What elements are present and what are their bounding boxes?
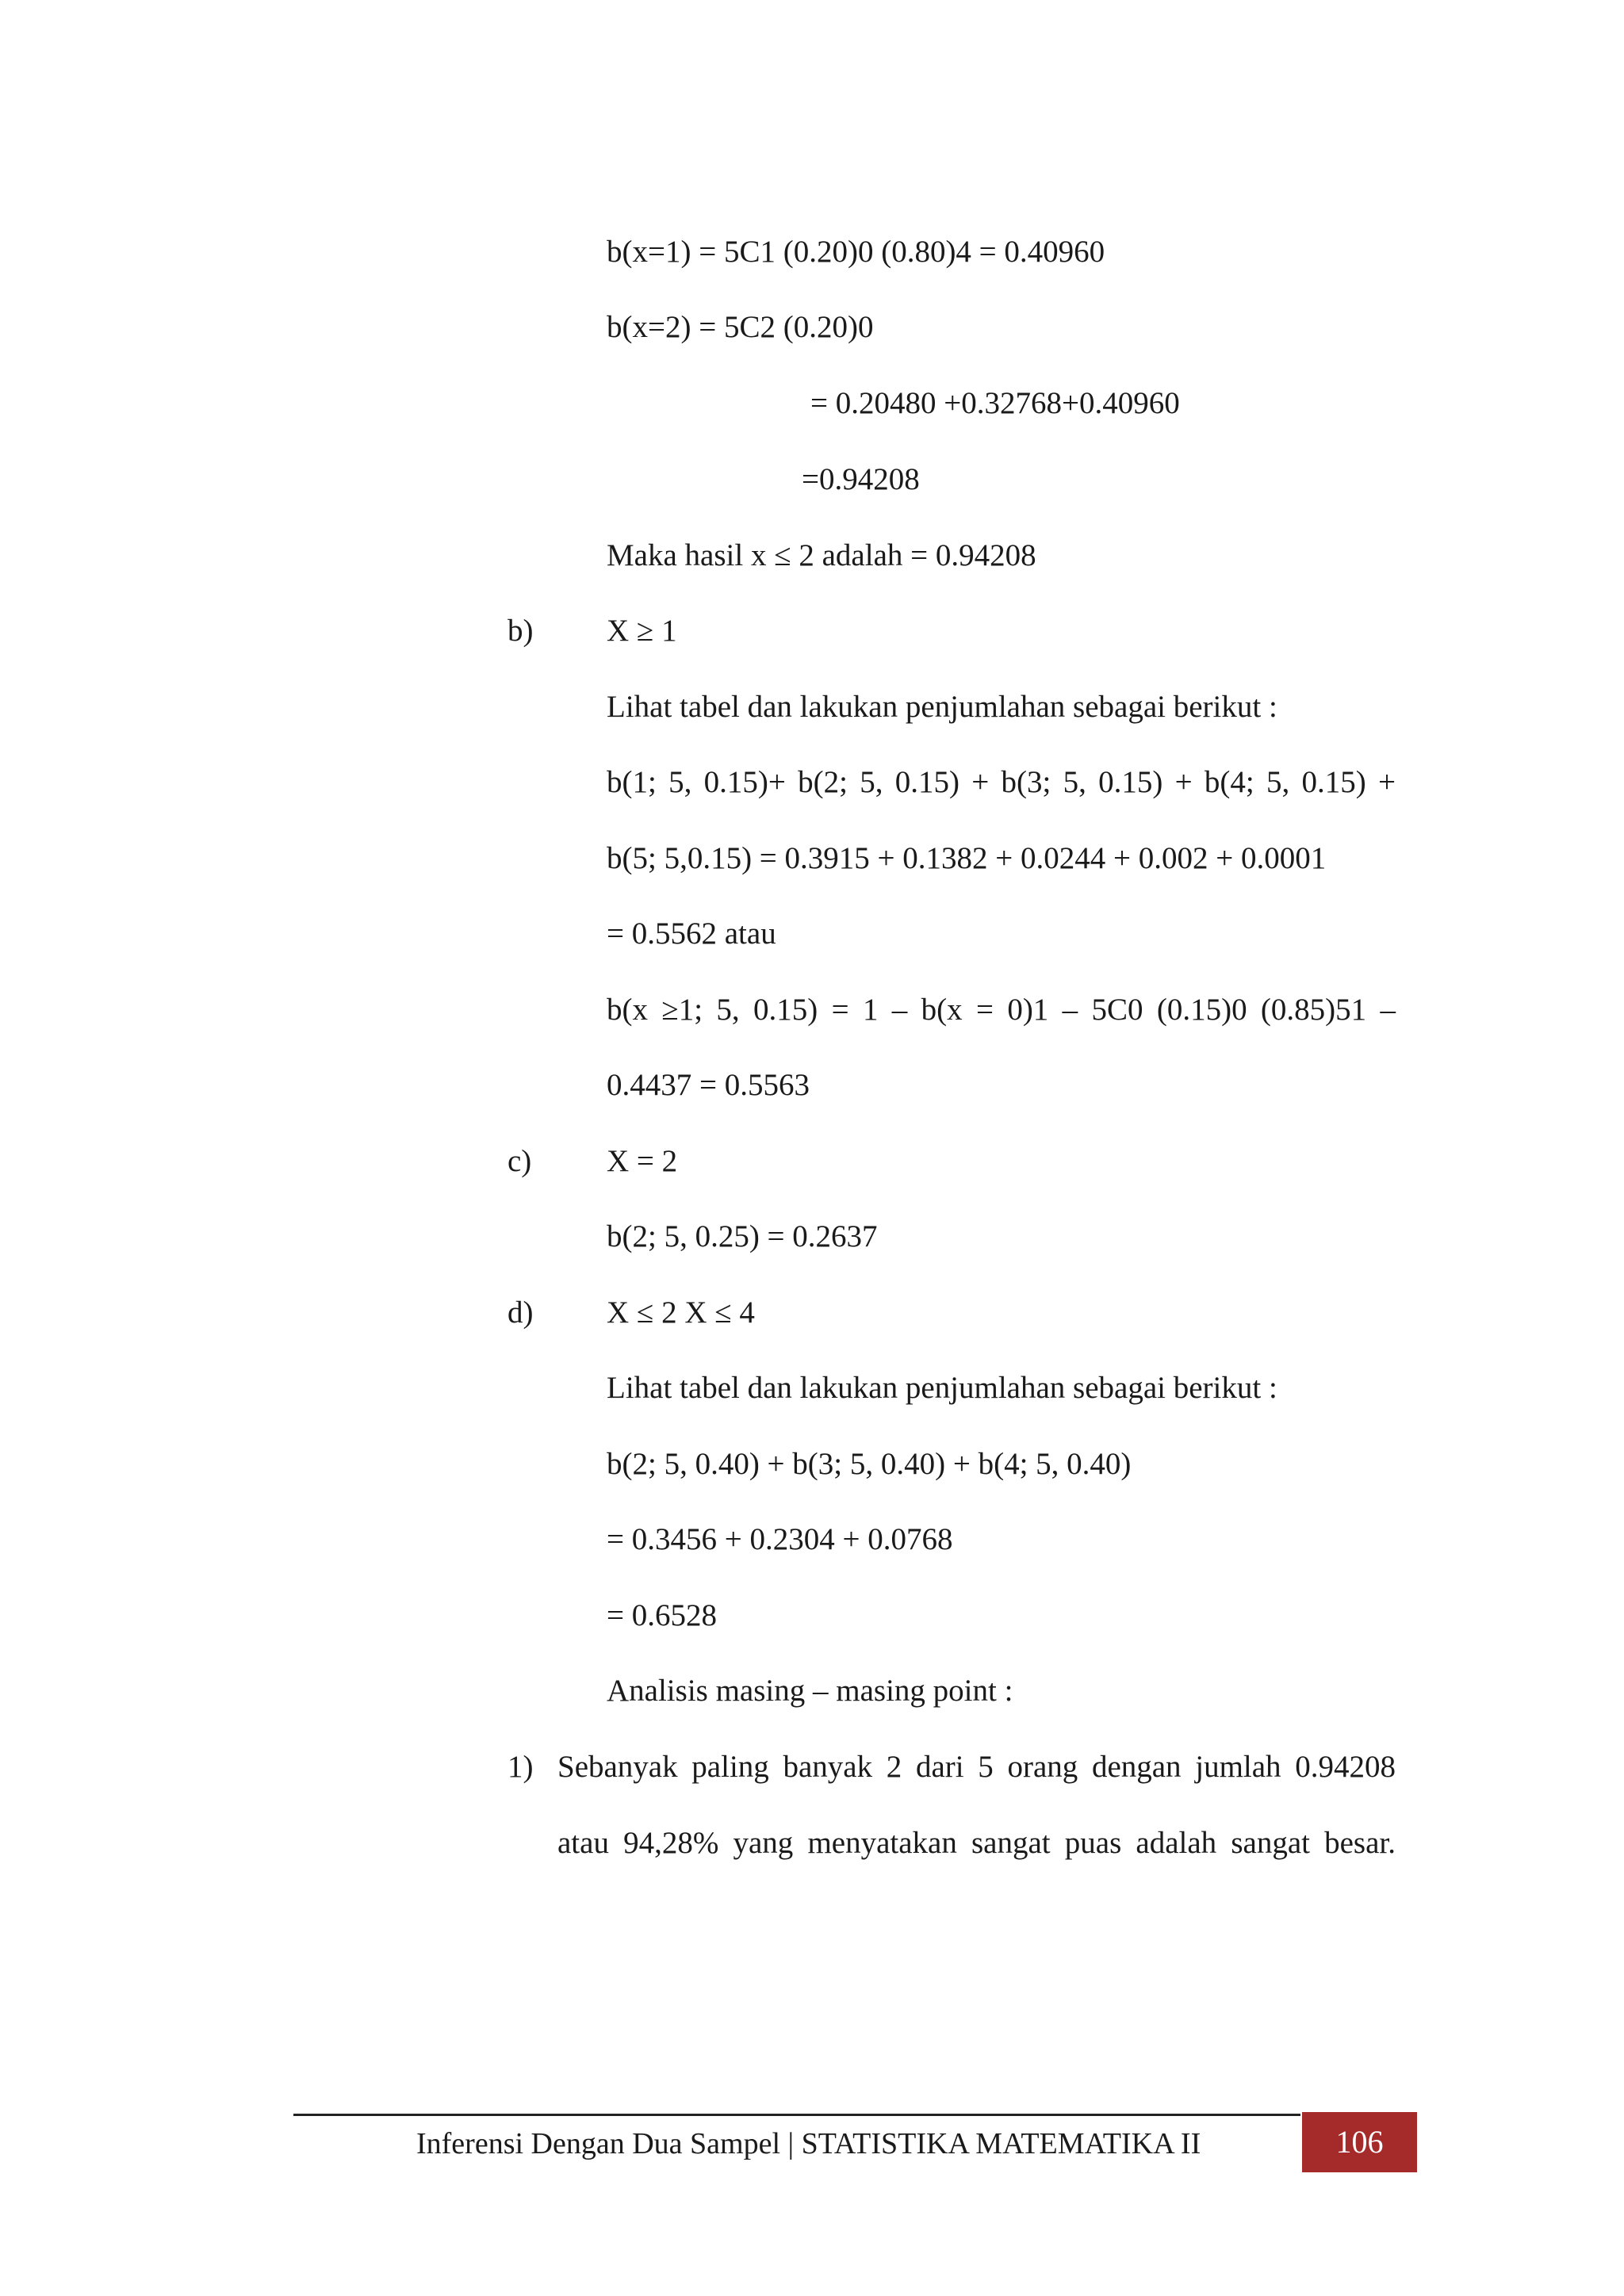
- item-label-b: b): [508, 614, 534, 648]
- formula-line-b5: 0.4437 = 0.5563: [607, 1068, 810, 1102]
- formula-line-b4: b(x ≥1; 5, 0.15) = 1 – b(x = 0)1 – 5C0 (0.15)0 (0.85)51 –: [607, 993, 1396, 1027]
- item-label-d: d): [508, 1295, 534, 1330]
- analysis-point-1-line2: atau 94,28% yang menyatakan sangat puas adalah sangat besar.: [557, 1826, 1396, 1860]
- formula-line-b3: = 0.5562 atau: [607, 916, 776, 951]
- formula-line-b1: b(1; 5, 0.15)+ b(2; 5, 0.15) + b(3; 5, 0.15) + b(4; 5, 0.15) +: [607, 765, 1396, 799]
- item-b-condition: X ≥ 1: [607, 614, 677, 648]
- formula-line-d1: b(2; 5, 0.40) + b(3; 5, 0.40) + b(4; 5, 0.40): [607, 1447, 1132, 1481]
- conclusion-line-a: Maka hasil x ≤ 2 adalah = 0.94208: [607, 538, 1036, 572]
- formula-line-c1: b(2; 5, 0.25) = 0.2637: [607, 1219, 878, 1253]
- formula-line-b2: b(5; 5,0.15) = 0.3915 + 0.1382 + 0.0244 + 0.002 + 0.0001: [607, 841, 1327, 875]
- analysis-heading: Analisis masing – masing point :: [607, 1674, 1013, 1708]
- analysis-point-1-line1: Sebanyak paling banyak 2 dari 5 orang dengan jumlah 0.94208: [557, 1750, 1396, 1784]
- formula-line-result: =0.94208: [802, 462, 920, 496]
- formula-line-bx1: b(x=1) = 5C1 (0.20)0 (0.80)4 = 0.40960: [607, 235, 1105, 269]
- formula-line-d3: = 0.6528: [607, 1598, 717, 1632]
- item-label-c: c): [508, 1144, 532, 1178]
- footer-title: Inferensi Dengan Dua Sampel | STATISTIKA MATEMATIKA II: [416, 2127, 1201, 2160]
- page-number-badge: 106: [1302, 2112, 1417, 2172]
- item-c-condition: X = 2: [607, 1144, 678, 1178]
- instruction-line-b: Lihat tabel dan lakukan penjumlahan sebagai berikut :: [607, 690, 1277, 724]
- footer-rule: [293, 2114, 1300, 2116]
- formula-line-sum: = 0.20480 +0.32768+0.40960: [810, 386, 1180, 420]
- instruction-line-d: Lihat tabel dan lakukan penjumlahan sebagai berikut :: [607, 1371, 1277, 1405]
- item-d-condition: X ≤ 2 X ≤ 4: [607, 1295, 755, 1330]
- formula-line-bx2: b(x=2) = 5C2 (0.20)0: [607, 310, 874, 344]
- list-number-1: 1): [508, 1750, 534, 1784]
- formula-line-d2: = 0.3456 + 0.2304 + 0.0768: [607, 1522, 953, 1556]
